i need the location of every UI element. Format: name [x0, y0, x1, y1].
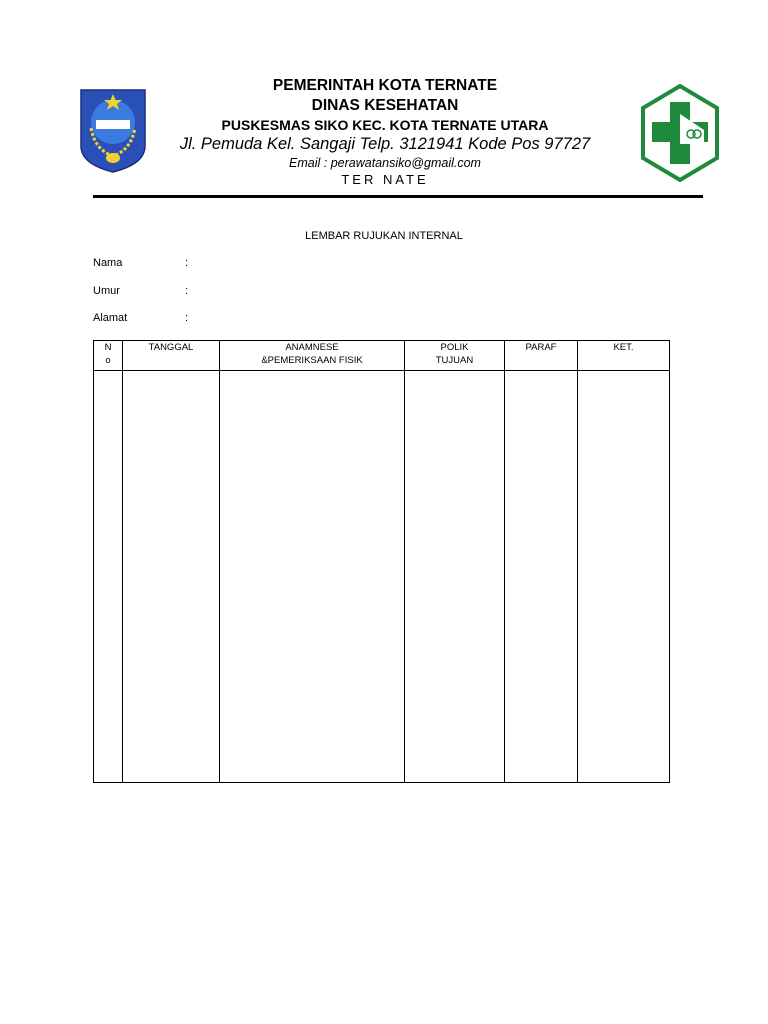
- header-email: Email : perawatansiko@gmail.com: [289, 156, 481, 170]
- col-header-paraf: PARAF: [505, 341, 578, 371]
- cell-paraf[interactable]: [505, 371, 578, 783]
- header-divider: [93, 195, 703, 198]
- field-label: Alamat: [93, 312, 128, 324]
- document-title: LEMBAR RUJUKAN INTERNAL: [305, 230, 463, 242]
- col-header-polik: POLIK TUJUAN: [405, 341, 505, 371]
- field-alamat[interactable]: [93, 312, 188, 324]
- cell-polik[interactable]: [405, 371, 505, 783]
- cell-no[interactable]: [94, 371, 123, 783]
- field-label: Nama: [93, 257, 123, 269]
- cell-ket[interactable]: [578, 371, 670, 783]
- cell-anamnese[interactable]: [220, 371, 405, 783]
- field-label: Umur: [93, 285, 120, 297]
- field-separator: :: [185, 312, 189, 324]
- header-address: Jl. Pemuda Kel. Sangaji Telp. 3121941 Kode Pos 97727: [179, 135, 591, 153]
- field-nama[interactable]: [93, 257, 188, 269]
- col-header-no: N o: [94, 341, 123, 371]
- city-emblem-icon: [79, 88, 147, 174]
- header-government: PEMERINTAH KOTA TERNATE: [272, 77, 498, 94]
- col-header-tanggal: TANGGAL: [123, 341, 220, 371]
- table-header-row: [94, 341, 670, 371]
- table-row: [94, 371, 670, 783]
- field-umur[interactable]: [93, 285, 188, 297]
- header-city: TER NATE: [341, 172, 429, 187]
- field-separator: :: [185, 257, 189, 269]
- col-header-anamnese: ANAMNESE &PEMERIKSAAN FISIK: [220, 341, 405, 371]
- cell-tanggal[interactable]: [123, 371, 220, 783]
- field-separator: :: [185, 285, 189, 297]
- referral-table: [93, 340, 670, 783]
- health-center-cross-icon: [640, 84, 720, 182]
- header-puskesmas: PUSKESMAS SIKO KEC. KOTA TERNATE UTARA: [221, 117, 549, 133]
- header-department: DINAS KESEHATAN: [311, 97, 459, 114]
- col-header-ket: KET.: [578, 341, 670, 371]
